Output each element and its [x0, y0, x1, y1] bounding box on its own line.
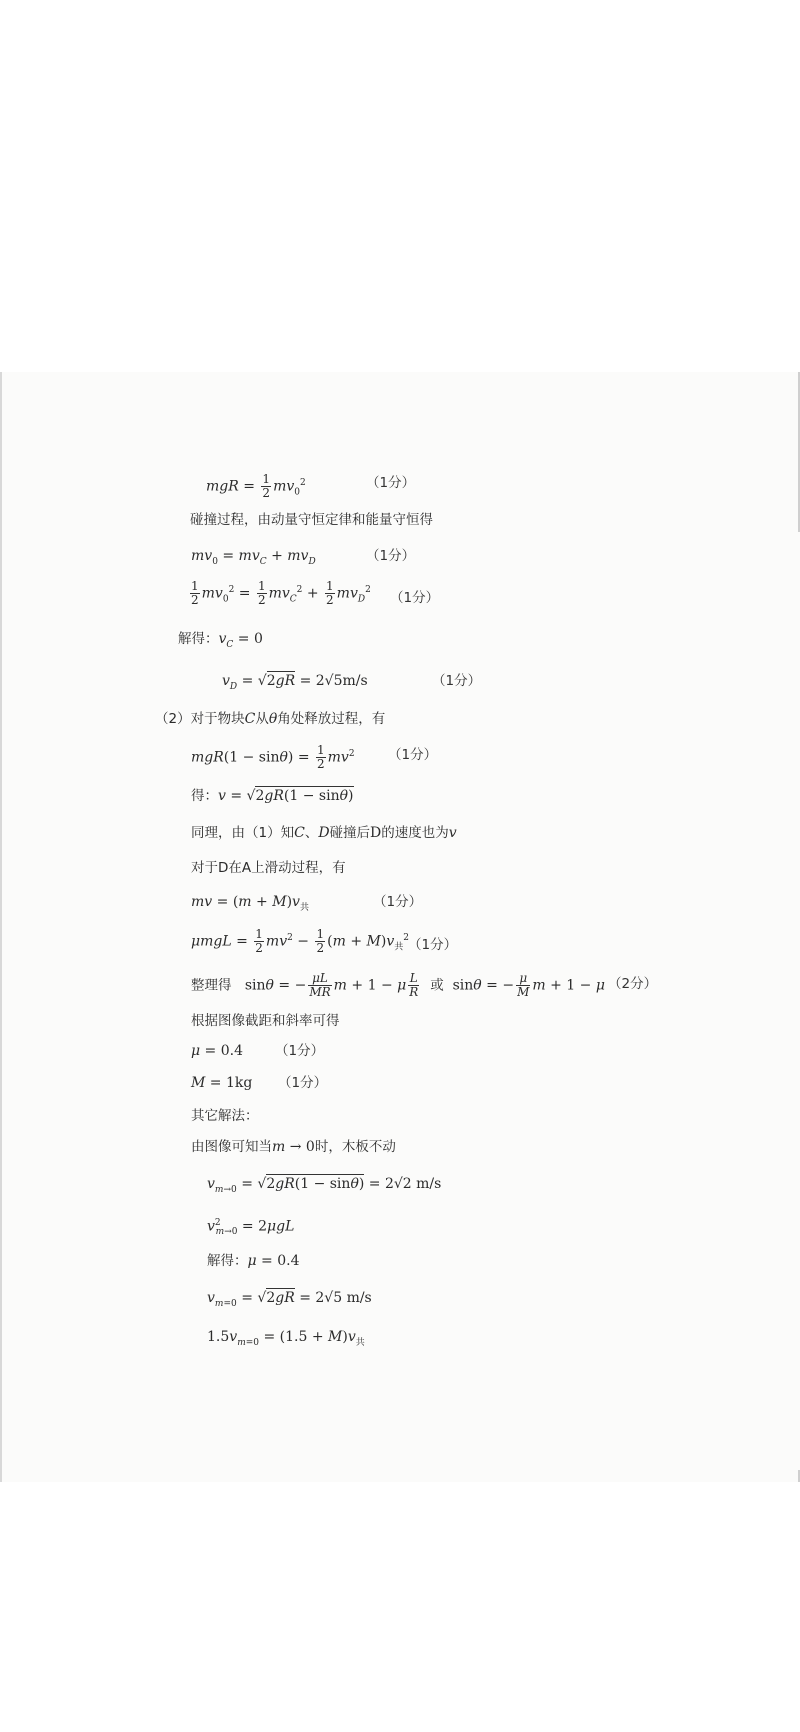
equation-v-m-zero-limit: $v_{m\to 0} = √2gR(1 - \sin\theta) = 2√2$ m/s	[207, 1176, 442, 1195]
text-sliding-process: 对于D在A上滑动过程，有	[191, 860, 346, 876]
score-mark: （1分）	[390, 590, 440, 606]
equation-mass-momentum: $1.5v_{m=0} = (1.5 + M)v_共$	[207, 1329, 365, 1348]
page-left-edge	[0, 372, 2, 1482]
score-mark: （1分）	[388, 747, 438, 763]
equation-sin-theta: 整理得 sinθ = − $\frac{\mu L}{MR}$ m + 1 − μ $\frac{L}{R}$ 或 sinθ = − $\frac{\mu}{M}$ m + 1 − μ	[191, 971, 605, 999]
text-same-reasoning: 同理，由（1）知C、D碰撞后D的速度也为v	[191, 825, 457, 841]
text-mass-value: M = 1kg	[191, 1075, 253, 1091]
score-mark: （1分）	[373, 894, 423, 910]
document-page	[0, 372, 800, 1482]
score-mark: （1分）	[432, 673, 482, 689]
score-mark: （1分）	[275, 1043, 325, 1059]
text-board-static: 由图像可知当m → 0时，木板不动	[191, 1139, 396, 1155]
score-mark: （1分）	[278, 1075, 328, 1091]
equation-momentum: $mv_0 = mv_C + mv_D$	[191, 548, 316, 567]
equation-friction-relation: $v^2_{m\to 0} = 2\mu gL$	[207, 1218, 295, 1238]
text-velocity-v: 得：v = √2gR(1 − sinθ)	[191, 788, 354, 804]
equation-common-velocity: mv = $(m + M)v_共$	[191, 894, 309, 913]
equation-v-m-zero: $v_{m=0} = √2gR = 2√5$ m/s	[207, 1290, 372, 1309]
equation-vd: $v_D = √2gR = 2√5m/s$	[222, 673, 368, 692]
text-solution-mu: 解得：μ = 0.4	[207, 1253, 300, 1269]
equation-energy: mgR = $\frac{1}{2}$ $mv_0^2$	[206, 472, 306, 501]
equation-release: mgR(1 − sinθ) = $\frac{1}{2}$ $mv^2$	[191, 743, 355, 772]
text-collision: 碰撞过程，由动量守恒定律和能量守恒得	[190, 512, 433, 528]
equation-kinetic-energy: $\frac{1}{2}$ $mv_0^2$ = $\frac{1}{2}$ $mv_C^2$ + $\frac{1}{2}$ $mv_D^2$	[191, 579, 371, 608]
text-solution-vc: 解得：$v_C = 0$	[178, 631, 263, 650]
score-mark: （2分）	[608, 976, 658, 992]
score-mark: （1分）	[366, 475, 416, 491]
score-mark: （1分）	[408, 937, 458, 953]
text-intercept-slope: 根据图像截距和斜率可得	[191, 1013, 340, 1029]
text-other-methods: 其它解法：	[191, 1108, 259, 1124]
equation-friction-work: μmgL = $\frac{1}{2}$ $mv^2$ − $\frac{1}{2}$ $(m + M)v_共^2$	[191, 927, 409, 956]
text-mu-value: μ = 0.4	[191, 1043, 244, 1059]
text-part-2-heading: （2）对于物块C从θ角处释放过程，有	[155, 711, 386, 727]
score-mark: （1分）	[366, 548, 416, 564]
